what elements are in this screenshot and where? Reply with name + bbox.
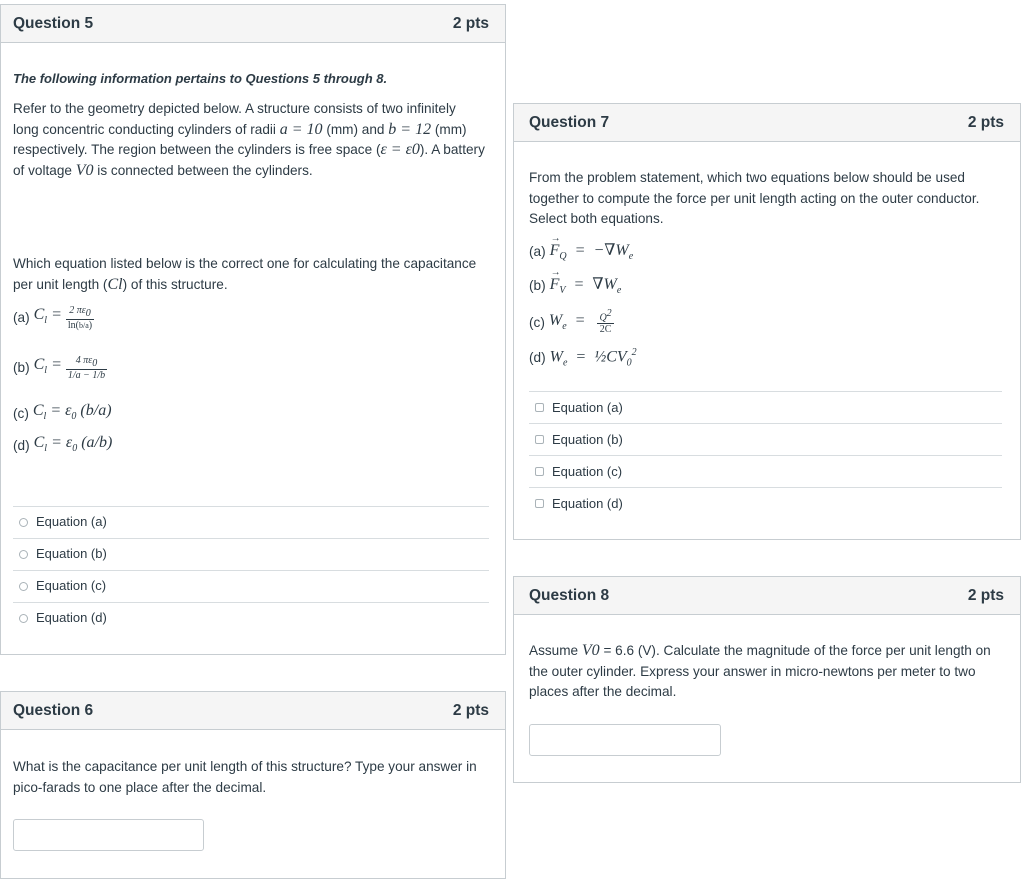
q7-answer-d[interactable]: Equation (d) <box>529 487 1002 519</box>
eq-c-formula: $C_l = \varepsilon_0$ (b/a) <box>32 402 112 423</box>
question-5-header <box>1 5 505 43</box>
q7-answer-c[interactable]: Equation (c) <box>529 455 1002 487</box>
q7-equation-d: (d) $W_e$ = $\frac{1}{2}CV_0^2$ <box>529 347 637 369</box>
question-6-card <box>0 691 506 879</box>
question-6-points: 2 pts <box>452 701 489 719</box>
question-7-card <box>513 103 1021 540</box>
question-5-card <box>0 4 506 655</box>
q7-answer-a[interactable]: Equation (a) <box>529 391 1002 423</box>
q5-equation-b: (b) $C_l$ = $\frac{4 \pi\varepsilon_0}{1/a - 1/b}$ <box>13 355 106 381</box>
question-6-answer-input[interactable] <box>13 819 204 851</box>
question-5-title: Question 5 <box>13 14 94 32</box>
radio-icon[interactable] <box>19 550 28 559</box>
question-8-card <box>513 576 1021 783</box>
question-5-prompt: Which equation listed below is the correct one for calculating the capacitance per unit length (Cl) of this structure. <box>13 256 477 293</box>
question-5-answers <box>13 506 489 634</box>
question-6-text: What is the capacitance per unit length of this structure? Type your answer in pico-farads to one place after the decimal. <box>13 759 477 795</box>
radio-icon[interactable] <box>19 518 28 527</box>
question-7-title: Question 7 <box>529 113 610 131</box>
q5-answer-b[interactable]: Equation (b) <box>13 538 489 570</box>
eq-d-formula: $C_l = \varepsilon_0$ (a/b) <box>33 434 113 455</box>
q5-equation-a: (a) $C_l$ = $\frac{2 \pi\varepsilon_0}{\ln(b/a)}$ <box>13 305 93 331</box>
q5-answer-d[interactable]: Equation (d) <box>13 602 489 634</box>
checkbox-icon[interactable] <box>535 499 544 508</box>
q7-eq-a-formula: → $F_Q = -\nabla W_e$ <box>550 240 634 262</box>
question-8-points: 2 pts <box>967 586 1004 604</box>
q7-equation-c: (c) $W_e$ = $\frac{Q^2}{2C}$ <box>529 308 612 336</box>
eq-a-formula: $C_l$ = <box>33 306 62 327</box>
q7-eq-c-formula: $W_e$ = <box>548 312 594 333</box>
question-5-intro: The following information pertains to Questions 5 through 8. <box>13 71 388 86</box>
q7-eq-b-formula: → $F_V = \nabla W_e$ <box>550 274 622 296</box>
question-7-header <box>514 104 1020 142</box>
question-7-text: From the problem statement, which two equations below should be used together to compute the force per unit length acting on the outer conductor. Select both equations. <box>529 170 980 226</box>
q5-equation-d: (d) $C_l = \varepsilon_0$ (a/b) <box>13 433 112 460</box>
question-6-header <box>1 692 505 730</box>
question-7-answers <box>529 391 1002 519</box>
q5-equation-c: (c) $C_l = \varepsilon_0$ (b/a) <box>13 401 112 428</box>
eq-b-formula: $C_l$ = <box>33 356 62 377</box>
radio-icon[interactable] <box>19 582 28 591</box>
q7-answer-b[interactable]: Equation (b) <box>529 423 1002 455</box>
q7-eq-c-fraction: $\frac{Q^2}{2C}$ <box>599 308 612 336</box>
eq-a-fraction: $\frac{2 \pi\varepsilon_0}{\ln(b/a)}$ <box>67 305 93 331</box>
question-8-text: Assume V0 = 6.6 (V). Calculate the magnitude of the force per unit length on the outer cylinder. Express your answer in micro-newtons per meter to two places after the decimal. <box>529 642 991 699</box>
eq-b-fraction: $\frac{4 \pi\varepsilon_0}{1/a - 1/b}$ <box>67 355 106 381</box>
question-6-title: Question 6 <box>13 701 94 719</box>
question-8-header <box>514 577 1020 615</box>
checkbox-icon[interactable] <box>535 435 544 444</box>
radio-icon[interactable] <box>19 614 28 623</box>
question-7-points: 2 pts <box>967 113 1004 131</box>
question-5-description: Refer to the geometry depicted below. A structure consists of two infinitely long concentric conducting cylinders of radii a = 10 (mm) and b = 12 (mm) respectively. The region between the cylinders is free space (ε = ε0). A battery of voltage V0 is connected between the cylinders. <box>13 101 485 179</box>
checkbox-icon[interactable] <box>535 403 544 412</box>
question-8-title: Question 8 <box>529 586 610 604</box>
q7-equation-b: (b) → $F_V = \nabla W_e$ <box>529 274 621 296</box>
q5-answer-a[interactable]: Equation (a) <box>13 506 489 538</box>
q5-answer-c[interactable]: Equation (c) <box>13 570 489 602</box>
question-5-body <box>1 43 505 653</box>
q7-eq-d-formula: $W_e$ = $\frac{1}{2}CV_0^2$ <box>549 347 637 369</box>
checkbox-icon[interactable] <box>535 467 544 476</box>
question-5-points: 2 pts <box>452 14 489 32</box>
question-8-answer-input[interactable] <box>529 724 721 756</box>
q7-equation-a: (a) → $F_Q = -\nabla W_e$ <box>529 240 633 262</box>
